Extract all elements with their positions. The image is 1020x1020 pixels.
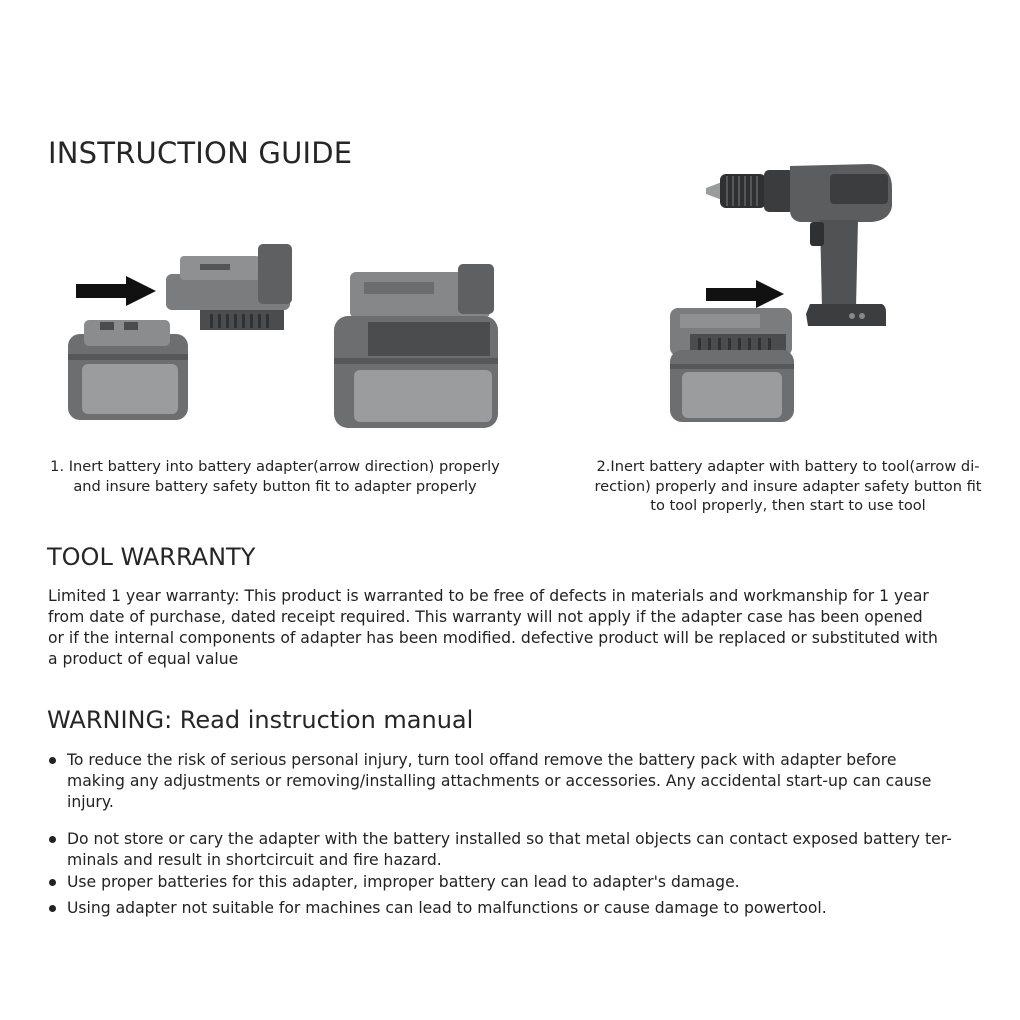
battery-adapter-image <box>670 308 794 422</box>
step2-line3: to tool properly, then start to use tool <box>650 497 926 514</box>
step1-line2: and insure battery safety button fit to adapter properly <box>73 477 477 495</box>
warning-item <box>47 829 952 871</box>
warranty-text <box>48 586 988 670</box>
figure-step2 <box>660 158 900 428</box>
warning-item-line: To reduce the risk of serious personal injury, turn tool offand remove the battery pack with adapter before <box>67 751 897 769</box>
figure-step1 <box>60 238 310 428</box>
bullet-icon <box>49 905 56 912</box>
figure-assembled <box>328 262 508 432</box>
step1-line1: 1. Inert battery into battery adapter(arrow direction) properly <box>50 458 500 475</box>
assembled-battery-image <box>334 264 498 428</box>
bullet-icon <box>49 879 56 886</box>
warning-list <box>47 750 997 930</box>
battery-image <box>68 320 188 420</box>
step2-line2: rection) properly and insure adapter safety button fit <box>594 477 982 495</box>
bullet-icon <box>49 757 56 764</box>
step1-caption <box>40 457 510 496</box>
warning-item-line: Use proper batteries for this adapter, improper battery can lead to adapter's damage. <box>67 873 740 891</box>
adapter-image <box>166 244 292 330</box>
arrow-right-icon <box>706 280 784 308</box>
warranty-line: or if the internal components of adapter has been modified. defective product will be replaced or substituted with <box>48 629 938 647</box>
warning-item <box>47 898 827 919</box>
drill-image <box>706 164 892 326</box>
warning-title: WARNING: Read instruction manual <box>47 706 474 734</box>
warning-item-line: Do not store or cary the adapter with the battery installed so that metal objects can contact exposed battery ter- <box>67 830 952 848</box>
warning-item <box>47 872 740 893</box>
warning-item-line: minals and result in shortcircuit and fire hazard. <box>67 851 442 869</box>
step2-line1: 2.Inert battery adapter with battery to tool(arrow di- <box>596 458 980 475</box>
warranty-line: Limited 1 year warranty: This product is warranted to be free of defects in materials and workmanship for 1 year <box>48 587 929 605</box>
arrow-right-icon <box>76 276 156 306</box>
warning-item <box>47 750 931 813</box>
step2-caption <box>572 457 1004 516</box>
bullet-icon <box>49 836 56 843</box>
warranty-line: from date of purchase, dated receipt required. This warranty will not apply if the adapter case has been opened <box>48 608 923 626</box>
warranty-line: a product of equal value <box>48 650 239 668</box>
instruction-title: INSTRUCTION GUIDE <box>48 136 353 170</box>
warning-item-line: injury. <box>67 793 114 811</box>
warning-item-line: Using adapter not suitable for machines can lead to malfunctions or cause damage to powertool. <box>67 899 827 917</box>
warranty-title: TOOL WARRANTY <box>47 543 256 571</box>
warning-item-line: making any adjustments or removing/installing attachments or accessories. Any accidental start-up can cause <box>67 772 932 790</box>
